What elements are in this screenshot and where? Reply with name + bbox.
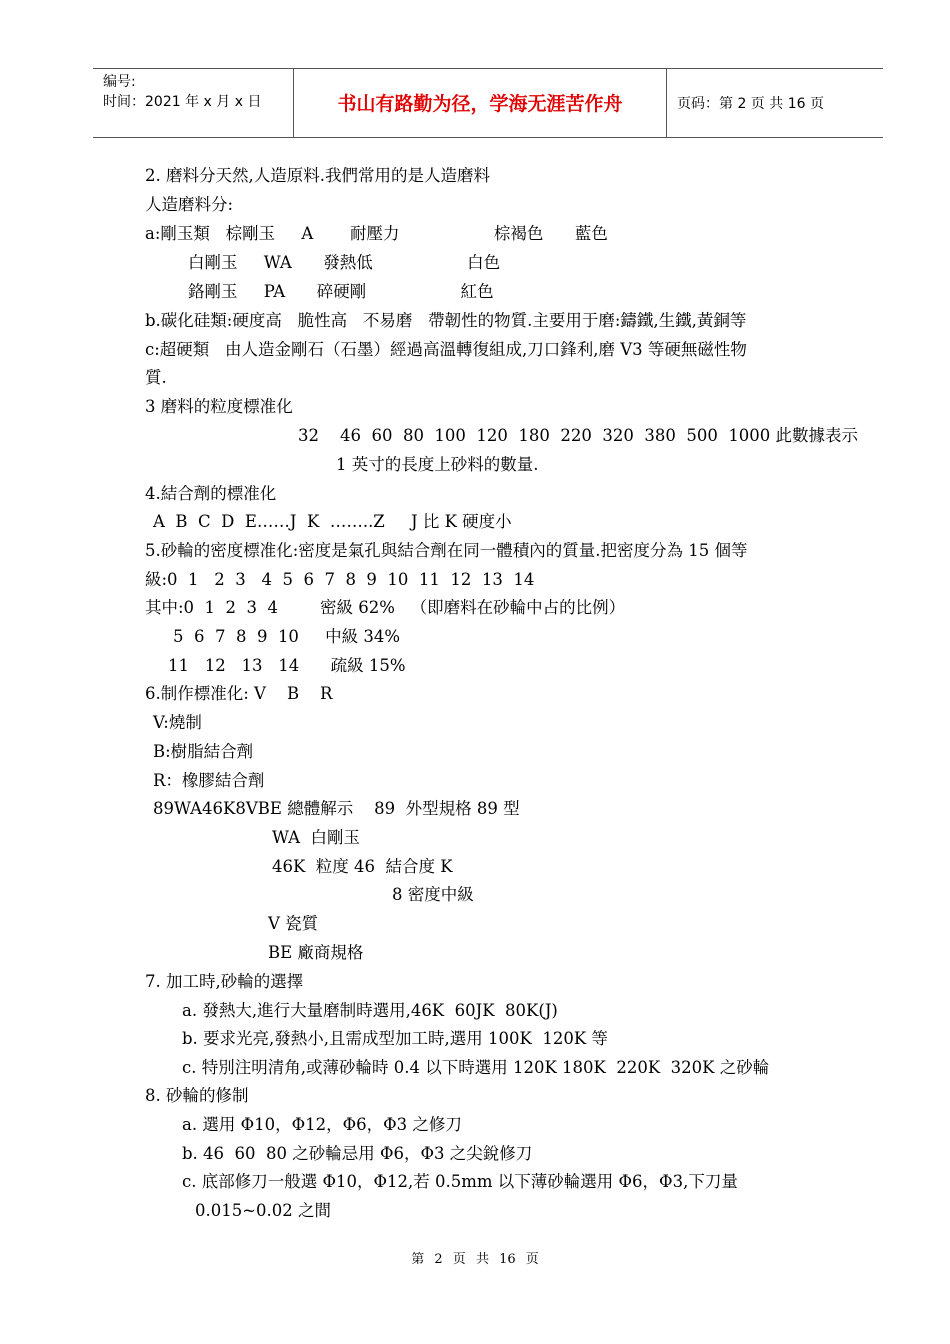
text-line: c:超硬類 由人造金剛石（石墨）經過高溫轉復組成,刀口鋒利,磨 V3 等硬無磁性物: [145, 340, 747, 359]
footer-word: 页: [525, 1252, 539, 1267]
text-line: 鉻剛玉 PA 碎硬剛 紅色: [188, 282, 494, 301]
text-line: B:樹脂結合劑: [153, 742, 254, 761]
text-line: 2. 磨料分天然,人造原料.我們常用的是人造磨料: [145, 166, 490, 185]
text-line: 32 46 60 80 100 120 180 220 320 380 500 1000 此數據表示: [298, 426, 859, 445]
text-line: b.碳化硅類:硬度高 脆性高 不易磨 帶韌性的物質.主要用于磨:鑄鐵,生鐵,黃銅等: [145, 311, 747, 330]
motto: 书山有路勤为径，学海无涯苦作舟: [337, 93, 623, 115]
text-line: 級:0 1 2 3 4 5 6 7 8 9 10 11 12 13 14: [145, 570, 535, 589]
footer-word: 共: [475, 1252, 489, 1267]
text-line: 8 密度中級: [392, 885, 474, 904]
text-line: a. 選用 Φ10，Φ12，Φ6，Φ3 之修刀: [182, 1115, 462, 1134]
text-line: 8. 砂輪的修制: [145, 1086, 249, 1105]
text-line: 6.制作標准化: V B R: [145, 684, 333, 703]
text-line: 11 12 13 14 疏級 15%: [168, 656, 406, 675]
footer-word: 第: [411, 1252, 425, 1267]
text-line: a. 發熱大,進行大量磨制時選用,46K 60JK 80K(J): [182, 1001, 558, 1020]
text-line: 質.: [145, 368, 167, 387]
text-line: 46K 粒度 46 結合度 K: [272, 857, 453, 876]
text-line: b. 要求光亮,發熱小,且需成型加工時,選用 100K 120K 等: [182, 1029, 608, 1048]
text-line: 89WA46K8VBE 總體解示 89 外型規格 89 型: [153, 799, 520, 818]
text-line: V 瓷質: [268, 914, 319, 933]
text-line: 5 6 7 8 9 10 中級 34%: [173, 627, 401, 646]
text-line: A B C D E……J K ……..Z J 比 K 硬度小: [153, 512, 512, 531]
footer-page-number: 2: [434, 1252, 443, 1267]
text-line: 人造磨料分:: [145, 195, 234, 214]
text-line: a:剛玉類 棕剛玉 A 耐壓力 棕褐色 藍色: [145, 224, 608, 243]
footer-total-pages: 16: [499, 1252, 516, 1267]
text-line: 1 英寸的長度上砂料的數量.: [336, 455, 539, 474]
text-line: V:燒制: [153, 713, 202, 732]
text-line: b. 46 60 80 之砂輪忌用 Φ6，Φ3 之尖銳修刀: [182, 1144, 533, 1163]
page-info: 页码：第 2 页 共 16 页: [677, 96, 824, 112]
text-line: c. 底部修刀一般選 Φ10，Φ12,若 0.5mm 以下薄砂輪選用 Φ6，Φ3,下刀量: [182, 1172, 738, 1191]
text-line: 3 磨料的粒度標准化: [145, 397, 293, 416]
text-line: 5.砂輪的密度標准化:密度是氣孔與結合劑在同一體積內的質量.把密度分為 15 個等: [145, 541, 748, 560]
text-line: 白剛玉 WA 發熱低 白色: [188, 253, 501, 272]
text-line: R：橡膠結合劑: [153, 771, 265, 790]
text-line: 4.結合劑的標准化: [145, 484, 277, 503]
text-line: 0.015~0.02 之間: [195, 1201, 332, 1220]
page-footer: [0, 1248, 950, 1267]
text-line: WA 白剛玉: [272, 828, 361, 847]
text-line: c. 特別注明清角,或薄砂輪時 0.4 以下時選用 120K 180K 220K 320K 之砂輪: [182, 1058, 770, 1077]
text-line: BE 廠商規格: [268, 943, 364, 962]
footer-word: 页: [452, 1252, 466, 1267]
text-line: 7. 加工時,砂輪的選擇: [145, 972, 304, 991]
time-label: 时间：2021 年 x 月 x 日: [103, 94, 262, 110]
number-label: 编号:: [103, 74, 136, 90]
text-line: 其中:0 1 2 3 4 密級 62% （即磨料在砂輪中占的比例）: [145, 598, 626, 617]
